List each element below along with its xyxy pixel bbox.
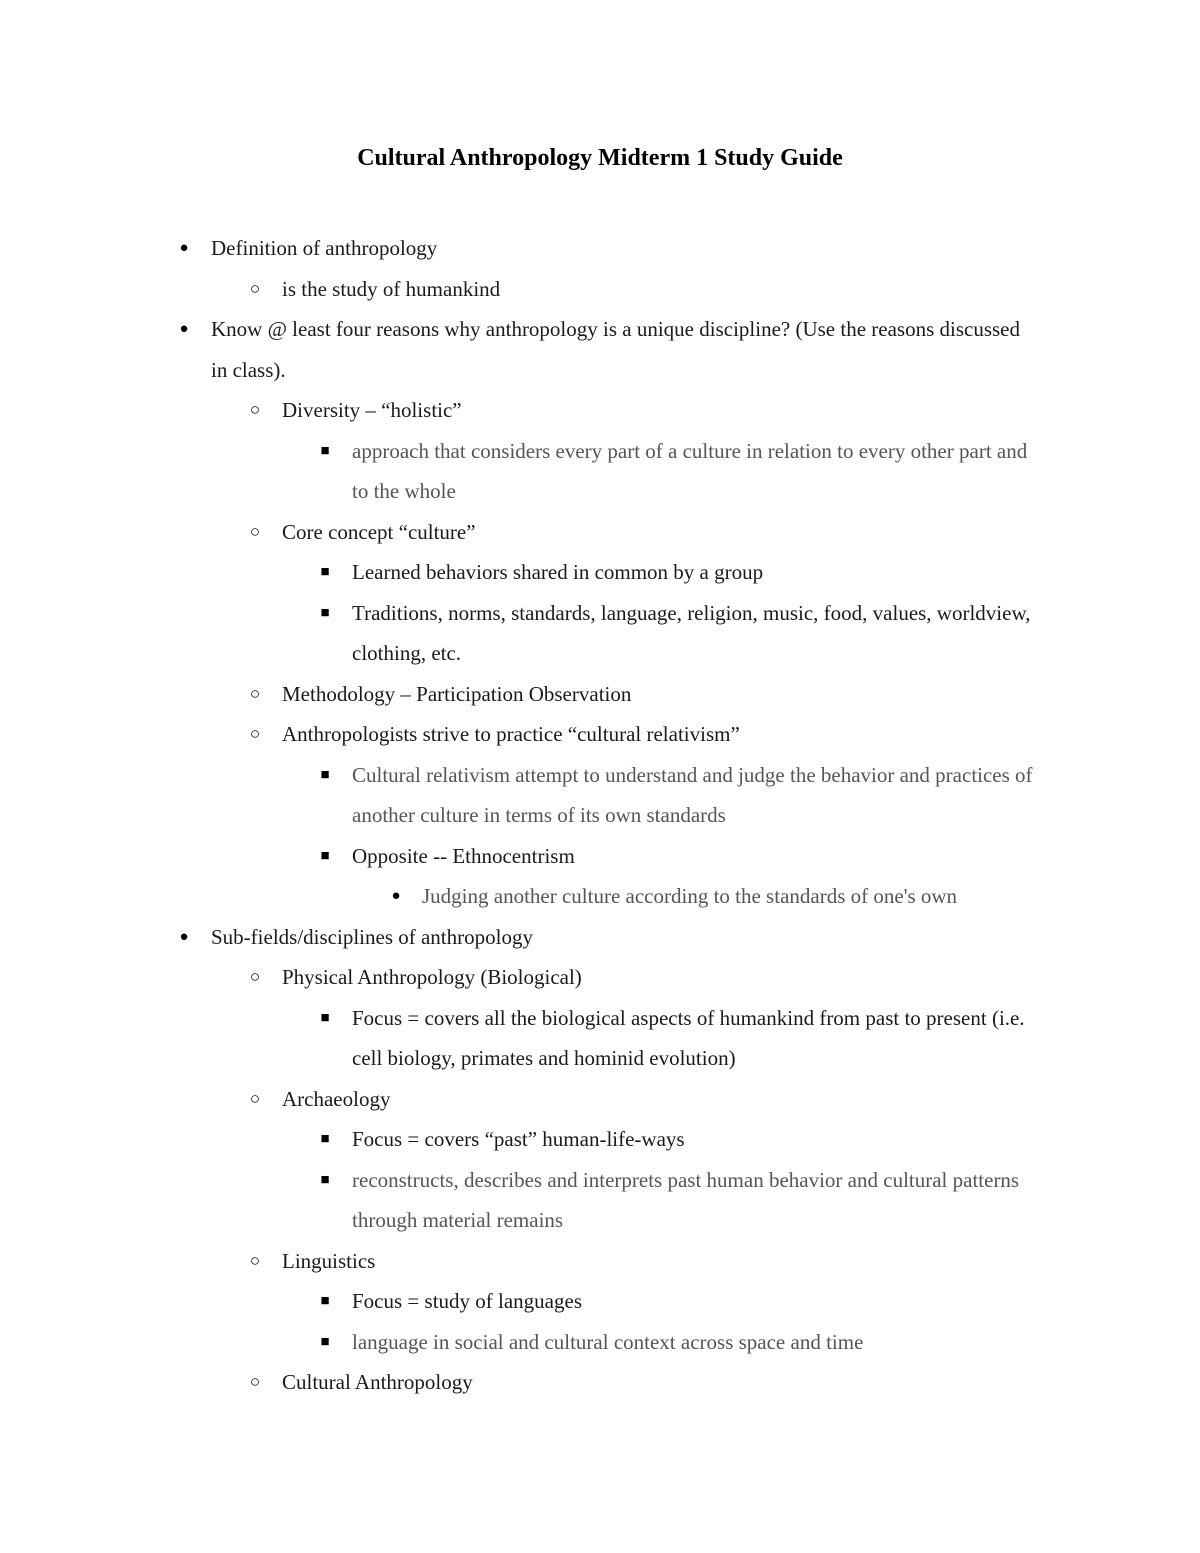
filled-circle-bullet-icon: ● bbox=[179, 240, 189, 256]
square-bullet-icon: ■ bbox=[320, 1171, 330, 1188]
square-bullet-icon: ■ bbox=[320, 847, 330, 864]
outline-item-text: Learned behaviors shared in common by a group bbox=[352, 560, 764, 584]
outline-list bbox=[0, 228, 1200, 1403]
outline-item-level-1 bbox=[0, 228, 1200, 269]
outline-item-text: Cultural relativism attempt to understand and judge the behavior and practices of another culture in terms of its own standards bbox=[352, 762, 1033, 827]
outline-item-level-2 bbox=[0, 1362, 1200, 1403]
outline-item-text: Archaeology bbox=[282, 1086, 391, 1111]
outline-item-level-1 bbox=[0, 309, 1200, 390]
hollow-circle-bullet-icon: ○ bbox=[249, 278, 261, 298]
outline-item-level-2 bbox=[0, 1079, 1200, 1120]
hollow-circle-bullet-icon: ○ bbox=[249, 967, 261, 986]
square-bullet-icon: ■ bbox=[320, 564, 330, 580]
outline-item-level-3 bbox=[0, 431, 1200, 512]
outline-item-text: Know @ least four reasons why anthropology is a unique discipline? (Use the reasons discussed in class). bbox=[211, 317, 1021, 382]
outline-item-level-3 bbox=[0, 755, 1200, 836]
outline-item-text: Linguistics bbox=[282, 1248, 376, 1273]
square-bullet-icon: ■ bbox=[320, 604, 330, 621]
outline-item-text: Anthropologists strive to practice “cultural relativism” bbox=[282, 722, 740, 746]
filled-circle-bullet-icon: ● bbox=[179, 928, 189, 945]
outline-item-text: reconstructs, describes and interprets past human behavior and cultural patterns through material remains bbox=[352, 1167, 1020, 1232]
outline-item-level-2 bbox=[0, 269, 1200, 310]
outline-item-level-2 bbox=[0, 512, 1200, 553]
square-bullet-icon: ■ bbox=[320, 1333, 330, 1350]
outline-item-level-3 bbox=[0, 1119, 1200, 1160]
square-bullet-icon: ■ bbox=[320, 1131, 330, 1147]
outline-item-text: Physical Anthropology (Biological) bbox=[282, 965, 582, 989]
outline-item-text: Judging another culture according to the standards of one's own bbox=[422, 884, 958, 908]
outline-item-level-3 bbox=[0, 998, 1200, 1079]
outline-item-level-4 bbox=[0, 876, 1200, 917]
square-bullet-icon: ■ bbox=[320, 1009, 330, 1026]
outline-item-text: Cultural Anthropology bbox=[282, 1370, 473, 1394]
square-bullet-icon: ■ bbox=[320, 766, 330, 783]
hollow-circle-bullet-icon: ○ bbox=[249, 400, 261, 419]
outline-item-text: Focus = covers all the biological aspects of humankind from past to present (i.e. cell biology, primates and hominid evolution) bbox=[352, 1005, 1025, 1070]
outline-item-text: Definition of anthropology bbox=[211, 236, 438, 260]
outline-item-text: language in social and cultural context across space and time bbox=[352, 1329, 864, 1354]
outline-item-text: Methodology – Participation Observation bbox=[282, 681, 632, 706]
square-bullet-icon: ■ bbox=[320, 1293, 330, 1309]
outline-item-level-1 bbox=[0, 917, 1200, 958]
outline-item-text: Focus = covers “past” human-life-ways bbox=[352, 1127, 685, 1151]
outline-item-level-3 bbox=[0, 1322, 1200, 1363]
outline-item-level-2 bbox=[0, 957, 1200, 998]
outline-item-level-3 bbox=[0, 552, 1200, 593]
hollow-circle-bullet-icon: ○ bbox=[249, 1250, 261, 1270]
square-bullet-icon: ■ bbox=[320, 442, 330, 459]
outline-item-level-2 bbox=[0, 390, 1200, 431]
outline-item-text: Sub-fields/disciplines of anthropology bbox=[211, 924, 533, 949]
hollow-circle-bullet-icon: ○ bbox=[249, 1372, 261, 1391]
outline-item-text: Diversity – “holistic” bbox=[282, 398, 462, 422]
outline-item-level-3 bbox=[0, 836, 1200, 877]
filled-circle-bullet-icon: ● bbox=[391, 888, 401, 904]
outline-item-text: is the study of humankind bbox=[282, 276, 501, 301]
outline-item-text: Core concept “culture” bbox=[282, 519, 476, 544]
outline-item-level-2 bbox=[0, 674, 1200, 715]
hollow-circle-bullet-icon: ○ bbox=[249, 1088, 261, 1108]
outline-item-level-3 bbox=[0, 1281, 1200, 1322]
hollow-circle-bullet-icon: ○ bbox=[249, 724, 261, 743]
filled-circle-bullet-icon: ● bbox=[179, 321, 189, 337]
outline-item-level-3 bbox=[0, 593, 1200, 674]
outline-item-text: approach that considers every part of a culture in relation to every other part and to the whole bbox=[352, 438, 1028, 503]
outline-item-text: Traditions, norms, standards, language, religion, music, food, values, worldview, clothing, etc. bbox=[352, 600, 1031, 665]
hollow-circle-bullet-icon: ○ bbox=[249, 521, 261, 541]
hollow-circle-bullet-icon: ○ bbox=[249, 683, 261, 703]
outline-item-level-3 bbox=[0, 1160, 1200, 1241]
outline-item-level-2 bbox=[0, 1241, 1200, 1282]
outline-item-text: Focus = study of languages bbox=[352, 1289, 582, 1313]
outline-item-level-2 bbox=[0, 714, 1200, 755]
document-title: Cultural Anthropology Midterm 1 Study Guide bbox=[357, 145, 843, 171]
outline-item-text: Opposite -- Ethnocentrism bbox=[352, 843, 575, 868]
